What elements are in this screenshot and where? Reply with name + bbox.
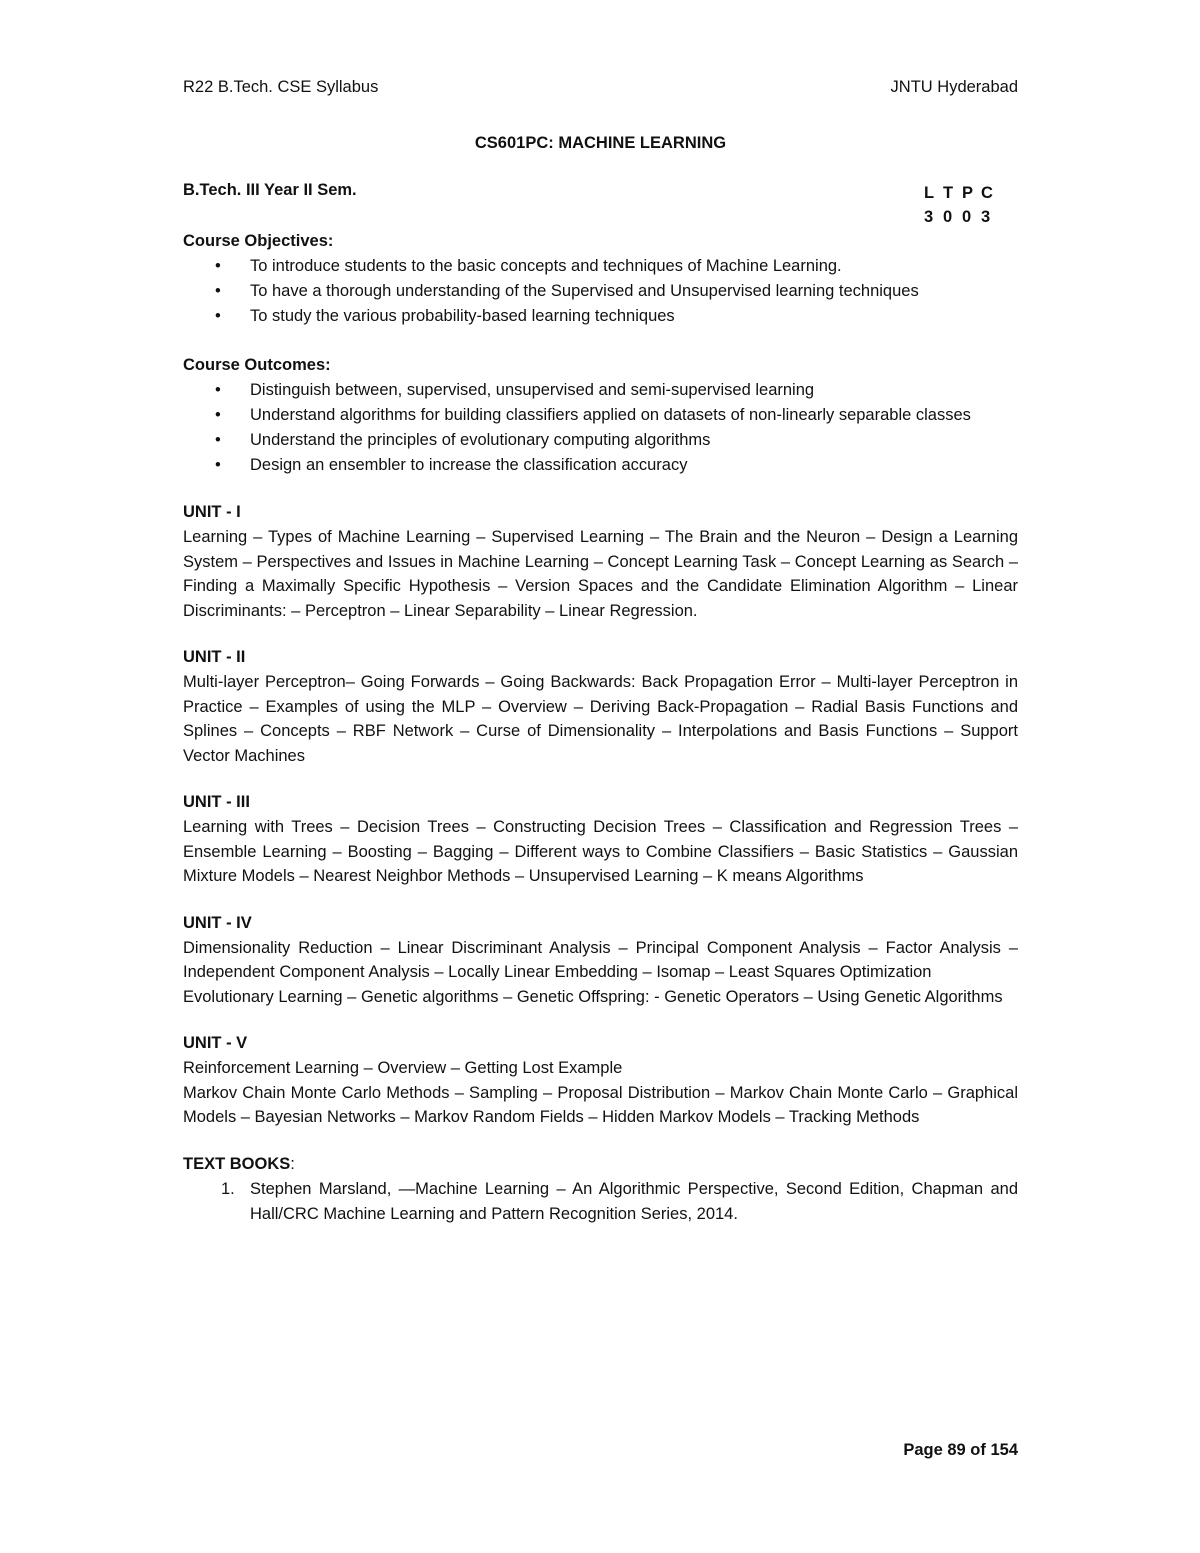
outcomes-list [183,378,1018,478]
bullet-icon: • [215,257,221,275]
course-title: CS601PC: MACHINE LEARNING [474,134,727,152]
unit-2-content: Multi-layer Perceptron– Going Forwards – Going Backwards: Back Propagation Error – Multi-layer Perceptron in Practice – Examples of using the MLP – Overview – Deriving Back-Propagation – Radial Basis Functions and Splines – Concepts – RBF Network – Curse of Dimensionality – Interpolations and Basis Functions – Support Vector Machines [183,673,1018,765]
bullet-icon: • [215,307,221,325]
ltpc-values [924,205,1000,229]
ltpc-label-t: T [943,184,954,202]
list-item: • Understand algorithms for building classifiers applied on datasets of non-linearly separable classes [183,403,1018,428]
unit-3-content: Learning with Trees – Decision Trees – Constructing Decision Trees – Classification and Regression Trees – Ensemble Learning – Boosting – Bagging – Different ways to Combine Classifiers – Basic Statistics – Gaussian Mixture Models – Nearest Neighbor Methods – Unsupervised Learning – K means Algorithms [183,818,1018,885]
list-item: • Distinguish between, supervised, unsupervised and semi-supervised learning [183,378,1018,403]
bullet-icon: • [215,282,221,300]
ltpc-label-c: C [981,184,993,202]
bullet-icon: • [215,406,221,424]
semester-label: B.Tech. III Year II Sem. [183,181,357,199]
textbooks-list [183,1177,1018,1227]
bullet-icon: • [215,456,221,474]
ltpc-value-c: 3 [981,208,991,226]
header-right: JNTU Hyderabad [890,78,1018,96]
ltpc-value-l: 3 [924,208,934,226]
unit-3-heading: UNIT - III [183,793,250,811]
page-number: Page 89 of 154 [903,1441,1018,1459]
page-header [183,78,1018,104]
header-left: R22 B.Tech. CSE Syllabus [183,78,379,96]
objectives-list [183,254,1018,329]
bullet-icon: • [215,381,221,399]
semester-row [183,181,1018,229]
unit-1-heading: UNIT - I [183,503,241,521]
unit-4-content-1: Dimensionality Reduction – Linear Discriminant Analysis – Principal Component Analysis – Factor Analysis – Independent Component Analysis – Locally Linear Embedding – Isomap – Least Squares Optimization [183,938,1018,981]
outcomes-heading: Course Outcomes: [183,356,331,374]
list-item: • To study the various probability-based learning techniques [183,304,1018,329]
unit-4-heading: UNIT - IV [183,913,252,932]
list-item: • To introduce students to the basic concepts and techniques of Machine Learning. [183,254,1018,279]
unit-5-heading: UNIT - V [183,1034,248,1052]
ltpc-value-t: 0 [943,208,953,226]
unit-5-content-2: Markov Chain Monte Carlo Methods – Sampling – Proposal Distribution – Markov Chain Monte Carlo – Graphical Models – Bayesian Networks – Markov Random Fields – Hidden Markov Models – Tracking Methods [183,1083,1018,1126]
ltpc-labels [924,181,1000,205]
ltpc-table [924,181,1000,229]
ltpc-label-l: L [924,184,935,202]
unit-5-content-1: Reinforcement Learning – Overview – Getting Lost Example [183,1059,623,1077]
list-item: 1. Stephen Marsland, —Machine Learning – An Algorithmic Perspective, Second Edition, Chapman and Hall/CRC Machine Learning and Pattern Recognition Series, 2014. [183,1177,1018,1227]
bullet-icon: • [215,431,221,449]
textbooks-heading: TEXT BOOKS: [183,1154,295,1173]
unit-2-heading: UNIT - II [183,648,246,666]
objectives-heading: Course Objectives: [183,232,334,250]
list-item: • Design an ensembler to increase the classification accuracy [183,453,1018,478]
unit-4-content-2: Evolutionary Learning – Genetic algorithms – Genetic Offspring: - Genetic Operators – Using Genetic Algorithms [183,987,1003,1006]
unit-1-content: Learning – Types of Machine Learning – Supervised Learning – The Brain and the Neuron – Design a Learning System – Perspectives and Issues in Machine Learning – Concept Learning Task – Concept Learning as Search – Finding a Maximally Specific Hypothesis – Version Spaces and the Candidate Elimination Algorithm – Linear Discriminants: – Perceptron – Linear Separability – Linear Regression. [183,528,1018,620]
list-item: • Understand the principles of evolutionary computing algorithms [183,428,1018,453]
ltpc-value-p: 0 [962,208,972,226]
list-number: 1. [221,1179,235,1198]
syllabus-page [183,78,1018,1227]
list-item: • To have a thorough understanding of the Supervised and Unsupervised learning techniques [183,279,1018,304]
ltpc-label-p: P [962,184,974,202]
